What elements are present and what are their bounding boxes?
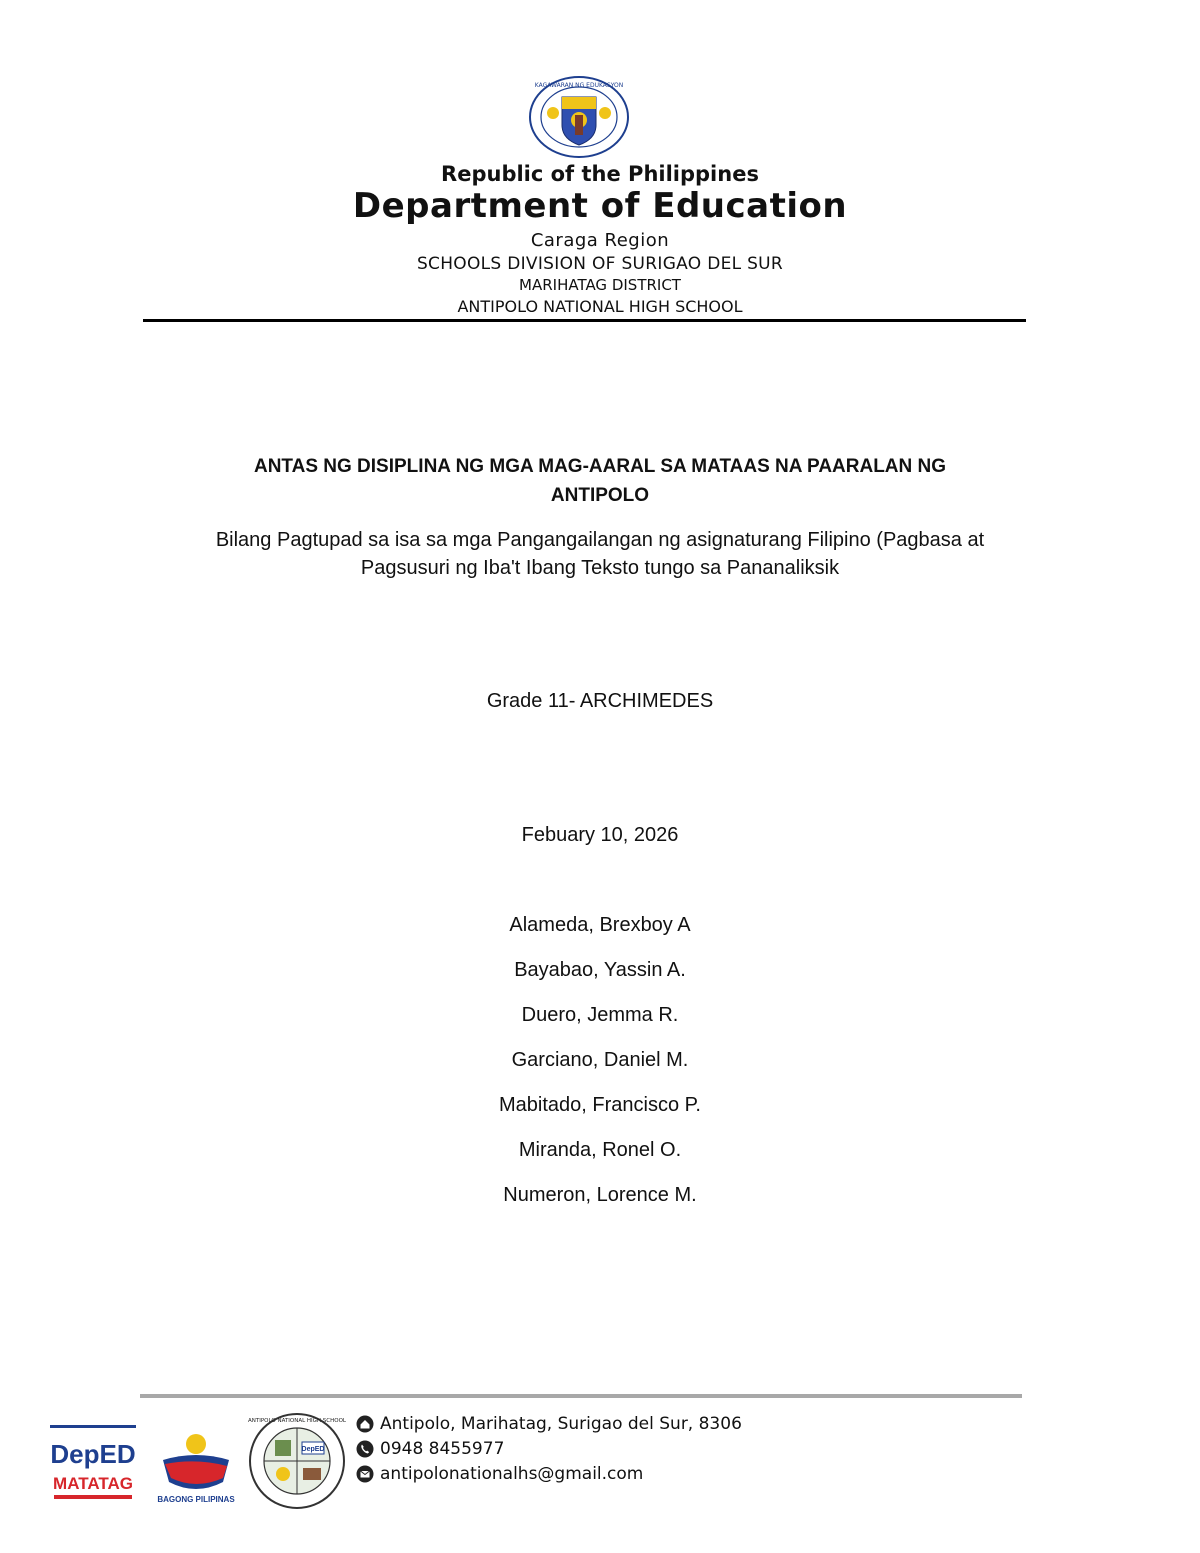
research-title xyxy=(0,452,1200,510)
author-list xyxy=(0,914,1200,1229)
school-seal-logo xyxy=(247,1412,347,1510)
phone-text: 0948 8455977 xyxy=(380,1438,505,1459)
subtitle-line-1: Bilang Pagtupad sa isa sa mga Pangangailangan ng asignaturang Filipino (Pagbasa at xyxy=(215,529,985,551)
author-name: Numeron, Lorence M. xyxy=(503,1184,697,1206)
deped-seal-logo xyxy=(528,75,630,159)
author-name: Alameda, Brexboy A xyxy=(509,914,691,936)
email-text[interactable]: antipolonationalhs@gmail.com xyxy=(380,1463,644,1484)
contact-info xyxy=(356,1411,742,1486)
department-heading: Department of Education xyxy=(352,186,848,226)
footer-divider xyxy=(140,1394,1022,1398)
bagong-pilipinas-text: BAGONG PILIPINAS xyxy=(157,1495,235,1504)
school-seal-text: ANTIPOLO NATIONAL HIGH SCHOOL xyxy=(248,1418,346,1424)
home-icon xyxy=(356,1415,374,1433)
grade-section: Grade 11- ARCHIMEDES xyxy=(486,690,714,712)
region-label: Caraga Region xyxy=(530,230,670,251)
school-seal-badge: DepED xyxy=(301,1446,325,1453)
phone-icon xyxy=(356,1440,374,1458)
address-text: Antipolo, Marihatag, Surigao del Sur, 8306 xyxy=(380,1413,742,1434)
author-name: Duero, Jemma R. xyxy=(521,1004,679,1026)
seal-text: KAGAWARAN NG EDUKASYON xyxy=(534,82,624,89)
bagong-pilipinas-logo xyxy=(151,1420,241,1506)
deped-logo-text: DepED xyxy=(50,1439,136,1469)
author-name: Miranda, Ronel O. xyxy=(518,1139,682,1161)
address-row xyxy=(356,1411,742,1436)
author-name: Garciano, Daniel M. xyxy=(511,1049,689,1071)
subtitle-line-2: Pagsusuri ng Iba't Ibang Teksto tungo sa Pananaliksik xyxy=(360,557,840,579)
district-label: MARIHATAG DISTRICT xyxy=(519,276,681,294)
deped-matatag-logo xyxy=(48,1423,138,1507)
header-divider xyxy=(143,319,1026,322)
email-row xyxy=(356,1461,742,1486)
school-label: ANTIPOLO NATIONAL HIGH SCHOOL xyxy=(457,297,743,316)
phone-row xyxy=(356,1436,742,1461)
author-name: Bayabao, Yassin A. xyxy=(514,959,686,981)
republic-heading: Republic of the Philippines xyxy=(441,162,759,186)
research-subtitle xyxy=(0,526,1200,582)
mail-icon xyxy=(356,1465,374,1483)
author-name: Mabitado, Francisco P. xyxy=(499,1094,701,1116)
matatag-logo-text: MATATAG xyxy=(53,1474,133,1493)
submission-date: Febuary 10, 2026 xyxy=(521,824,679,846)
title-line-1: ANTAS NG DISIPLINA NG MGA MAG-AARAL SA MATAAS NA PAARALAN NG xyxy=(253,456,947,477)
division-label: SCHOOLS DIVISION OF SURIGAO DEL SUR xyxy=(416,254,784,274)
title-line-2: ANTIPOLO xyxy=(550,485,650,506)
